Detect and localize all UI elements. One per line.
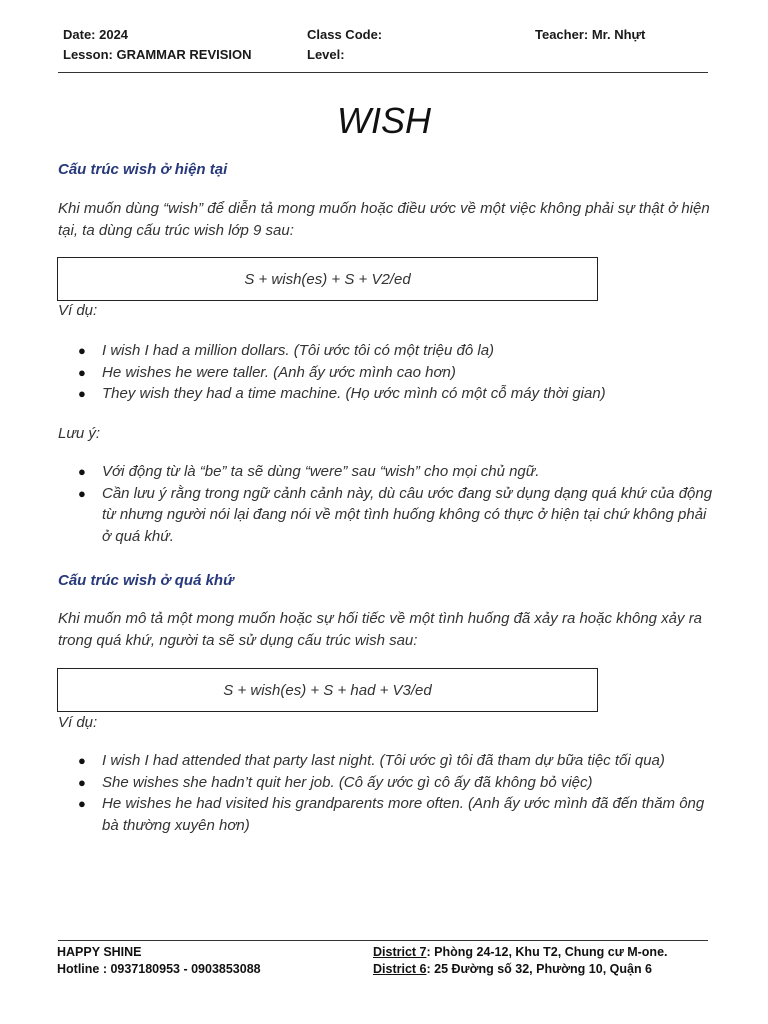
list-item: ● Với động từ là “be” ta sẽ dùng “were” sau “wish” cho mọi chủ ngữ. xyxy=(78,461,718,483)
footer-divider xyxy=(58,940,708,941)
bullet-icon: ● xyxy=(78,343,86,358)
list-item: ● He wishes he were taller. (Anh ấy ước mình cao hơn) xyxy=(78,362,718,384)
page-title: WISH xyxy=(337,100,431,141)
example-label-past: Ví dụ: xyxy=(58,714,98,731)
bullet-icon: ● xyxy=(78,464,86,479)
list-item: ● Cần lưu ý rằng trong ngữ cảnh cảnh này, dù câu ước đang sử dụng dạng quá khứ của động từ nhưng người nói lại đang nói về một tình huống không có thực ở hiện tại chứ không phải ở quá khứ. xyxy=(78,484,713,545)
note-list xyxy=(78,461,718,547)
footer-district7 xyxy=(373,944,668,961)
example-label-present: Ví dụ: xyxy=(58,302,98,319)
bullet-icon: ● xyxy=(78,386,86,401)
header-divider xyxy=(58,72,708,73)
district7-label: District 7 xyxy=(373,945,427,959)
header-lesson: Lesson: GRAMMAR REVISION xyxy=(63,47,252,62)
footer-hotline: Hotline : 0937180953 - 0903853088 xyxy=(57,962,261,976)
footer-district6 xyxy=(373,961,652,978)
section-intro-present: Khi muốn dùng “wish” để diễn tả mong muốn hoặc điều ước về một việc không phải sự thật ở hiện tại, ta dùng cấu trúc wish lớp 9 sau: xyxy=(58,200,710,239)
header-date: Date: 2024 xyxy=(63,27,129,42)
list-item: ● He wishes he had visited his grandparents more often. (Anh ấy ước mình đã đến thăm ông bà thường xuyên hơn) xyxy=(78,795,705,834)
bullet-icon: ● xyxy=(78,796,86,811)
bullet-icon: ● xyxy=(78,774,86,790)
section-intro-past: Khi muốn mô tả một mong muốn hoặc sự hối tiếc về một tình huống đã xảy ra hoặc không xảy ra trong quá khứ, người ta sẽ sử dụng cấu trúc wish sau: xyxy=(58,610,703,649)
note-label: Lưu ý: xyxy=(58,425,101,442)
formula-present: S + wish(es) + S + V2/ed xyxy=(244,270,411,288)
bullet-icon: ● xyxy=(78,485,86,501)
district7-address: : Phòng 24-12, Khu T2, Chung cư M-one. xyxy=(426,945,668,959)
district6-address: : 25 Đường số 32, Phường 10, Quận 6 xyxy=(426,962,653,976)
formula-past: S + wish(es) + S + had + V3/ed xyxy=(223,681,432,699)
formula-box-past xyxy=(57,668,598,712)
footer-brand: HAPPY SHINE xyxy=(57,945,142,959)
district6-label: District 6 xyxy=(373,962,427,976)
section-heading-present: Cấu trúc wish ở hiện tại xyxy=(58,161,228,178)
header-class-code: Class Code: xyxy=(307,27,383,42)
list-item: ● I wish I had attended that party last night. (Tôi ước gì tôi đã tham dự bữa tiệc tối qua) xyxy=(78,750,718,772)
bullet-icon: ● xyxy=(78,364,86,380)
section-heading-past: Cấu trúc wish ở quá khứ xyxy=(58,572,234,589)
formula-box-present xyxy=(57,257,598,301)
list-item: ● She wishes she hadn’t quit her job. (Cô ấy ước gì cô ấy đã không bỏ việc) xyxy=(78,772,718,794)
header-level: Level: xyxy=(307,47,345,62)
list-item: ● I wish I had a million dollars. (Tôi ước tôi có một triệu đô la) xyxy=(78,340,718,362)
list-item: ● They wish they had a time machine. (Họ ước mình có một cỗ máy thời gian) xyxy=(78,383,718,405)
example-list-present xyxy=(78,340,718,405)
bullet-icon: ● xyxy=(78,753,86,768)
example-list-past xyxy=(78,750,718,836)
header-teacher: Teacher: Mr. Nhựt xyxy=(535,27,646,42)
